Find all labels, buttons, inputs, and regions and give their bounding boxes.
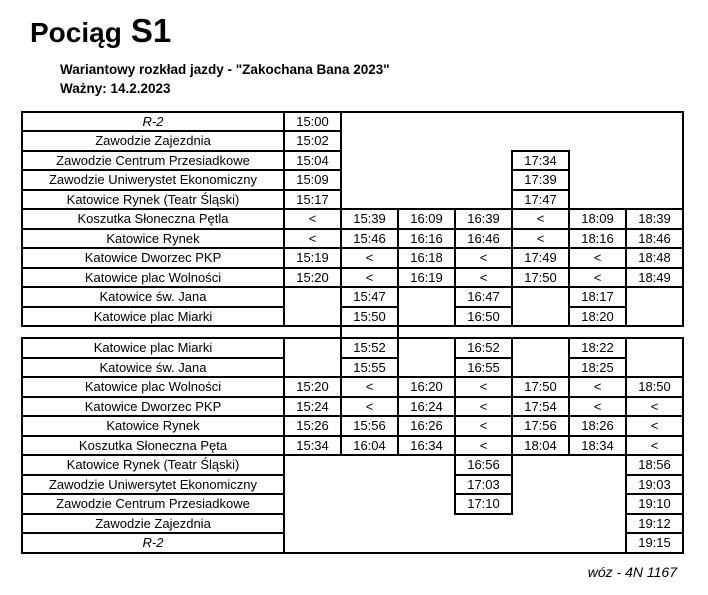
- time-cell: [626, 151, 683, 171]
- time-cell: 19:15: [626, 533, 683, 553]
- table-row: [22, 170, 683, 190]
- time-cell: 15:04: [284, 151, 341, 171]
- time-cell: <: [626, 416, 683, 436]
- time-cell: 16:26: [398, 416, 455, 436]
- time-cell: [341, 514, 398, 534]
- time-cell: [398, 475, 455, 495]
- table-row: [22, 494, 683, 514]
- time-cell: [512, 307, 569, 327]
- timetable-table: [21, 111, 684, 554]
- station-cell: Zawodzie Zajezdnia: [22, 514, 284, 534]
- time-cell: [398, 455, 455, 475]
- time-cell: [284, 475, 341, 495]
- time-cell: 17:03: [455, 475, 512, 495]
- time-cell: [626, 131, 683, 151]
- time-cell: [569, 455, 626, 475]
- time-cell: 16:04: [341, 436, 398, 456]
- time-cell: [341, 455, 398, 475]
- time-cell: [569, 514, 626, 534]
- time-cell: 15:17: [284, 190, 341, 210]
- time-cell: [455, 112, 512, 132]
- time-cell: 18:25: [569, 358, 626, 378]
- time-cell: 18:34: [569, 436, 626, 456]
- time-cell: 15:26: [284, 416, 341, 436]
- time-cell: [626, 358, 683, 378]
- table-row: [22, 514, 683, 534]
- time-cell: [455, 514, 512, 534]
- station-cell: Katowice św. Jana: [22, 287, 284, 307]
- time-cell: 16:18: [398, 248, 455, 268]
- time-cell: [284, 358, 341, 378]
- time-cell: [398, 170, 455, 190]
- time-cell: [398, 287, 455, 307]
- time-cell: <: [512, 209, 569, 229]
- gap-cell: [398, 326, 455, 338]
- time-cell: [569, 475, 626, 495]
- time-cell: [341, 190, 398, 210]
- station-cell: Katowice Rynek (Teatr Śląski): [22, 190, 284, 210]
- table-row: [22, 307, 683, 327]
- time-cell: [398, 131, 455, 151]
- time-cell: [512, 494, 569, 514]
- timetable-subtitle: Wariantowy rozkład jazdy - "Zakochana Bana 2023": [60, 61, 390, 77]
- table-row: [22, 416, 683, 436]
- time-cell: [512, 112, 569, 132]
- time-cell: 17:49: [512, 248, 569, 268]
- time-cell: [626, 287, 683, 307]
- table-row: [22, 287, 683, 307]
- gap-cell: [455, 326, 512, 338]
- station-cell: Katowice Dworzec PKP: [22, 397, 284, 417]
- station-cell: Katowice Rynek: [22, 416, 284, 436]
- time-cell: [626, 307, 683, 327]
- time-cell: 16:46: [455, 229, 512, 249]
- table-row: [22, 248, 683, 268]
- time-cell: <: [284, 209, 341, 229]
- time-cell: <: [569, 248, 626, 268]
- gap-cell: [284, 326, 341, 338]
- time-cell: 15:09: [284, 170, 341, 190]
- table-row: [22, 112, 683, 132]
- table-row: [22, 475, 683, 495]
- time-cell: [341, 533, 398, 553]
- time-cell: [512, 514, 569, 534]
- time-cell: <: [569, 268, 626, 288]
- time-cell: [455, 151, 512, 171]
- time-cell: 17:54: [512, 397, 569, 417]
- gap-cell: [626, 326, 683, 338]
- station-cell: Zawodzie Zajezdnia: [22, 131, 284, 151]
- time-cell: [512, 287, 569, 307]
- time-cell: <: [455, 248, 512, 268]
- time-cell: <: [455, 377, 512, 397]
- time-cell: 18:26: [569, 416, 626, 436]
- time-cell: [569, 151, 626, 171]
- time-cell: [512, 455, 569, 475]
- time-cell: 15:46: [341, 229, 398, 249]
- time-cell: 15:39: [341, 209, 398, 229]
- time-cell: <: [341, 397, 398, 417]
- time-cell: 18:16: [569, 229, 626, 249]
- time-cell: 16:19: [398, 268, 455, 288]
- time-cell: [341, 475, 398, 495]
- gap-cell: [22, 326, 284, 338]
- time-cell: <: [455, 416, 512, 436]
- time-cell: 16:47: [455, 287, 512, 307]
- train-label: Pociąg: [30, 17, 122, 48]
- station-cell: Katowice Rynek (Teatr Śląski): [22, 455, 284, 475]
- table-row: [22, 131, 683, 151]
- table-row: [22, 190, 683, 210]
- time-cell: 16:50: [455, 307, 512, 327]
- time-cell: [398, 514, 455, 534]
- station-cell: Katowice Dworzec PKP: [22, 248, 284, 268]
- time-cell: [341, 112, 398, 132]
- time-cell: 18:46: [626, 229, 683, 249]
- time-cell: [284, 533, 341, 553]
- time-cell: 15:55: [341, 358, 398, 378]
- time-cell: [455, 170, 512, 190]
- station-cell: Zawodzie Uniwerystet Ekonomiczny: [22, 170, 284, 190]
- time-cell: [569, 131, 626, 151]
- time-cell: 15:56: [341, 416, 398, 436]
- vehicle-number: wóz - 4N 1167: [587, 564, 677, 580]
- station-cell: Katowice plac Wolności: [22, 268, 284, 288]
- time-cell: [626, 338, 683, 358]
- time-cell: [398, 358, 455, 378]
- time-cell: [398, 307, 455, 327]
- time-cell: 17:10: [455, 494, 512, 514]
- time-cell: 16:34: [398, 436, 455, 456]
- time-cell: [284, 287, 341, 307]
- time-cell: <: [512, 229, 569, 249]
- time-cell: [284, 494, 341, 514]
- time-cell: [569, 112, 626, 132]
- time-cell: <: [455, 436, 512, 456]
- table-row: [22, 533, 683, 553]
- time-cell: 17:39: [512, 170, 569, 190]
- time-cell: 15:47: [341, 287, 398, 307]
- time-cell: 18:17: [569, 287, 626, 307]
- time-cell: 18:49: [626, 268, 683, 288]
- time-cell: [512, 131, 569, 151]
- time-cell: [398, 338, 455, 358]
- time-cell: 16:20: [398, 377, 455, 397]
- time-cell: 19:03: [626, 475, 683, 495]
- time-cell: 18:56: [626, 455, 683, 475]
- time-cell: [341, 170, 398, 190]
- time-cell: <: [626, 397, 683, 417]
- time-cell: [626, 190, 683, 210]
- station-cell: Katowice św. Jana: [22, 358, 284, 378]
- time-cell: <: [569, 397, 626, 417]
- time-cell: [284, 514, 341, 534]
- table-row: [22, 209, 683, 229]
- time-cell: 16:24: [398, 397, 455, 417]
- time-cell: 15:20: [284, 377, 341, 397]
- time-cell: 17:50: [512, 377, 569, 397]
- time-cell: [512, 475, 569, 495]
- table-row: [22, 338, 683, 358]
- page-title: [30, 14, 708, 49]
- time-cell: [512, 533, 569, 553]
- time-cell: 16:52: [455, 338, 512, 358]
- time-cell: 15:52: [341, 338, 398, 358]
- station-cell: R-2: [22, 533, 284, 553]
- table-row: [22, 377, 683, 397]
- time-cell: <: [341, 377, 398, 397]
- table-row: [22, 151, 683, 171]
- time-cell: 19:12: [626, 514, 683, 534]
- header: [0, 0, 708, 96]
- time-cell: 18:04: [512, 436, 569, 456]
- time-cell: 15:20: [284, 268, 341, 288]
- table-row: [22, 229, 683, 249]
- time-cell: 15:24: [284, 397, 341, 417]
- time-cell: [569, 494, 626, 514]
- station-cell: Katowice plac Wolności: [22, 377, 284, 397]
- table-row: [22, 436, 683, 456]
- station-cell: Katowice plac Miarki: [22, 307, 284, 327]
- gap-cell: [512, 326, 569, 338]
- time-cell: 17:47: [512, 190, 569, 210]
- time-cell: 18:20: [569, 307, 626, 327]
- table-row: [22, 455, 683, 475]
- time-cell: 18:39: [626, 209, 683, 229]
- time-cell: [455, 131, 512, 151]
- time-cell: <: [341, 268, 398, 288]
- station-cell: Katowice plac Miarki: [22, 338, 284, 358]
- time-cell: <: [341, 248, 398, 268]
- time-cell: 15:00: [284, 112, 341, 132]
- validity-date: Ważny: 14.2.2023: [60, 80, 171, 96]
- station-cell: Zawodzie Centrum Przesiadkowe: [22, 494, 284, 514]
- time-cell: [341, 131, 398, 151]
- time-cell: [284, 307, 341, 327]
- gap-cell: [341, 326, 398, 338]
- station-cell: Zawodzie Uniwersytet Ekonomiczny: [22, 475, 284, 495]
- time-cell: 16:56: [455, 455, 512, 475]
- time-cell: 18:48: [626, 248, 683, 268]
- time-cell: 18:09: [569, 209, 626, 229]
- time-cell: 18:50: [626, 377, 683, 397]
- time-cell: [512, 358, 569, 378]
- time-cell: [398, 112, 455, 132]
- table-row: [22, 268, 683, 288]
- time-cell: 16:39: [455, 209, 512, 229]
- time-cell: <: [626, 436, 683, 456]
- time-cell: [398, 533, 455, 553]
- time-cell: [341, 151, 398, 171]
- time-cell: [569, 170, 626, 190]
- time-cell: [398, 494, 455, 514]
- time-cell: 15:19: [284, 248, 341, 268]
- section-gap: [22, 326, 683, 338]
- time-cell: <: [284, 229, 341, 249]
- time-cell: [569, 533, 626, 553]
- time-cell: 17:34: [512, 151, 569, 171]
- time-cell: [398, 151, 455, 171]
- time-cell: 16:09: [398, 209, 455, 229]
- time-cell: [398, 190, 455, 210]
- time-cell: 16:55: [455, 358, 512, 378]
- time-cell: <: [455, 268, 512, 288]
- time-cell: [569, 190, 626, 210]
- station-cell: Koszutka Słoneczna Pęta: [22, 436, 284, 456]
- time-cell: [512, 338, 569, 358]
- time-cell: 17:56: [512, 416, 569, 436]
- time-cell: 15:34: [284, 436, 341, 456]
- time-cell: <: [455, 397, 512, 417]
- gap-cell: [569, 326, 626, 338]
- time-cell: 15:50: [341, 307, 398, 327]
- time-cell: <: [569, 377, 626, 397]
- time-cell: 17:50: [512, 268, 569, 288]
- table-row: [22, 358, 683, 378]
- time-cell: [626, 112, 683, 132]
- station-cell: Katowice Rynek: [22, 229, 284, 249]
- time-cell: [626, 170, 683, 190]
- time-cell: [341, 494, 398, 514]
- time-cell: 15:02: [284, 131, 341, 151]
- time-cell: [284, 338, 341, 358]
- table-row: [22, 397, 683, 417]
- time-cell: [284, 455, 341, 475]
- station-cell: Zawodzie Centrum Przesiadkowe: [22, 151, 284, 171]
- time-cell: 18:22: [569, 338, 626, 358]
- station-cell: R-2: [22, 112, 284, 132]
- time-cell: 19:10: [626, 494, 683, 514]
- time-cell: 16:16: [398, 229, 455, 249]
- station-cell: Koszutka Słoneczna Pętla: [22, 209, 284, 229]
- time-cell: [455, 190, 512, 210]
- time-cell: [455, 533, 512, 553]
- train-number: S1: [130, 12, 172, 49]
